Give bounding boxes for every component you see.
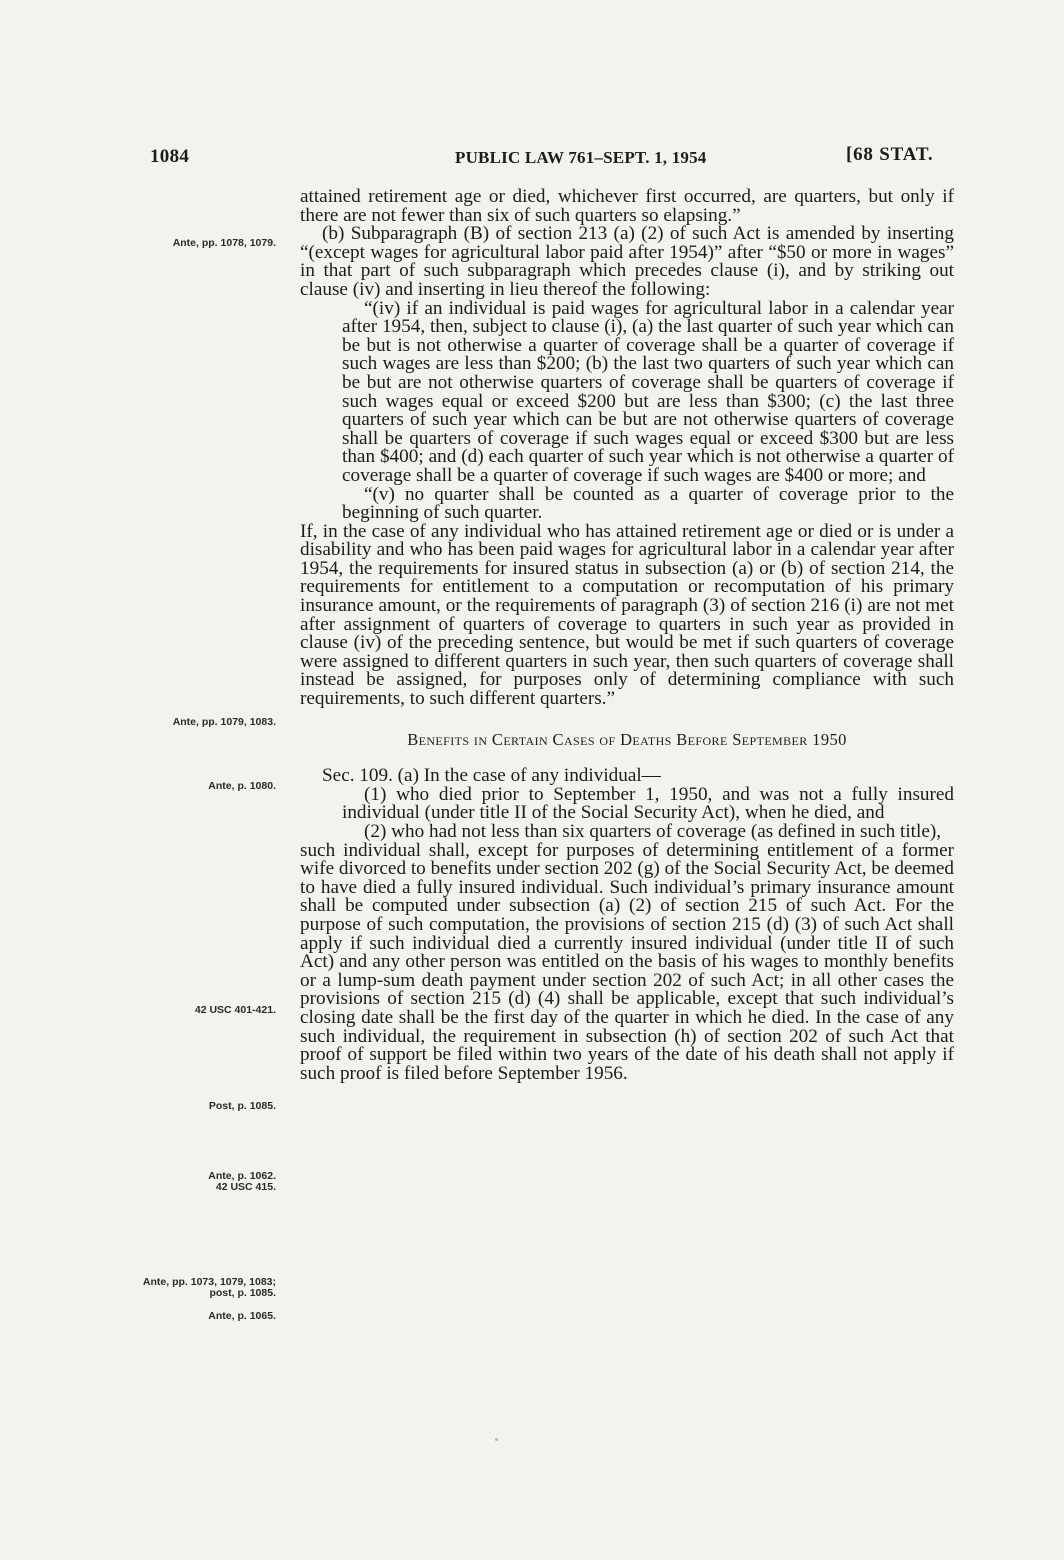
scan-speck — [495, 1438, 498, 1441]
margin-note-ante-1080: Ante, p. 1080. — [208, 780, 276, 792]
margin-note-ante-1073: Ante, pp. 1073, 1079, 1083; post, p. 1085. — [142, 1276, 276, 1299]
margin-note-42usc-401: 42 USC 401-421. — [194, 1004, 276, 1016]
paragraph-such-individual: such individual shall, except for purposes of determining entitlement of a former wife divorced to benefits under section 202 (g) of the Social Security Act, be deemed to have died a fully insured individual. Such individual’s primary insurance amount shall be computed under subsection (a) (2) of section 215 of such Act. For the purpose of such computation, the provisions of section 215 (d) (3) of such Act shall apply if such individual died a currently insured individual (under title II of such Act) and any other person was entitled on the basis of his wages to monthly benefits or a lump-sum death payment under section 202 of such Act; in all other cases the provisions of section 215 (d) (4) shall be applicable, except that such individual’s closing date shall be the first day of the quarter in which he died. In the case of any such individual, the requirement in subsection (h) of section 202 of such Act that proof of support be filed within two years of the date of his death shall not apply if such proof is filed before September 1956. — [300, 839, 954, 1084]
paragraph-item-2: (2) who had not less than six quarters of coverage (as defined in such title), — [364, 821, 942, 842]
paragraph-continuation: attained retirement age or died, whichever first occurred, are quarters, but only if there are not fewer than six of such quarters so elapsing.” — [300, 186, 954, 226]
page-number: 1084 — [150, 146, 190, 167]
margin-note-post-1085: Post, p. 1085. — [208, 1100, 276, 1112]
body-text — [300, 188, 954, 1083]
margin-note-ante-1078: Ante, pp. 1078, 1079. — [172, 237, 276, 249]
margin-note-42usc-415: 42 USC 415. — [215, 1181, 276, 1193]
paragraph-clause-iv: “(iv) if an individual is paid wages for agricultural labor in a calendar year after 1954, then, subject to clause (i), (a) the last quarter of such year which can be but is not otherwise a quarter of coverage shall be a quarter of coverage if such wages are less than $200; (b) the last two quarters of such year which can be but are not otherwise quarters of coverage shall be quarters of coverage if such wages equal or exceed $200 but are less than $300; (c) the last three quarters of such year which can be but are not otherwise quarters of coverage shall be quarters of coverage if such wages equal or exceed $300 but are less than $400; and (d) each quarter of such year which is not otherwise a quarter of coverage shall be a quarter of coverage if such wages are $400 or more; and — [342, 297, 954, 486]
running-head: PUBLIC LAW 761–SEPT. 1, 1954 — [455, 148, 707, 167]
paragraph-clause-v: “(v) no quarter shall be counted as a quarter of coverage prior to the beginning of such quarter. — [342, 483, 954, 524]
margin-note-ante-1065: Ante, p. 1065. — [208, 1310, 276, 1322]
margin-note-ante-1079: Ante, pp. 1079, 1083. — [172, 716, 276, 728]
margin-note-ante-1062: Ante, p. 1062. — [208, 1170, 276, 1182]
paragraph-subsection-b: (b) Subparagraph (B) of section 213 (a) (2) of such Act is amended by inserting “(except wages for agricultural labor paid after 1954)” after “$50 or more in wages” in that part of such subparagraph which precedes clause (i), and by striking out clause (iv) and inserting in lieu thereof the following: — [300, 223, 954, 300]
paragraph-item-1: (1) who died prior to September 1, 1950, and was not a fully insured individual (under title II of the Social Security Act), when he died, and — [342, 783, 954, 824]
statute-reference: [68 STAT. — [846, 144, 934, 165]
paragraph-if-case: If, in the case of any individual who has attained retirement age or died or is under a disability and who has been paid wages for agricultural labor in a calendar year after 1954, the requirements for insured status in subsection (a) or (b) of section 214, the requirements for entitlement to a computation or recomputation of his primary insurance amount, or the requirements of paragraph (3) of section 216 (i) are not met after assignment of quarters of coverage to quarters in such year as provided in clause (iv) of the preceding sentence, but would be met if such quarters of coverage were assigned to different quarters in such year, then such quarters of coverage shall instead be assigned, for purposes only of determining compliance with such requirements, to such different quarters.” — [300, 520, 954, 710]
paragraph-sec-109: Sec. 109. (a) In the case of any individual— — [322, 765, 661, 787]
section-heading: Benefits in Certain Cases of Deaths Before September 1950 — [407, 729, 847, 749]
